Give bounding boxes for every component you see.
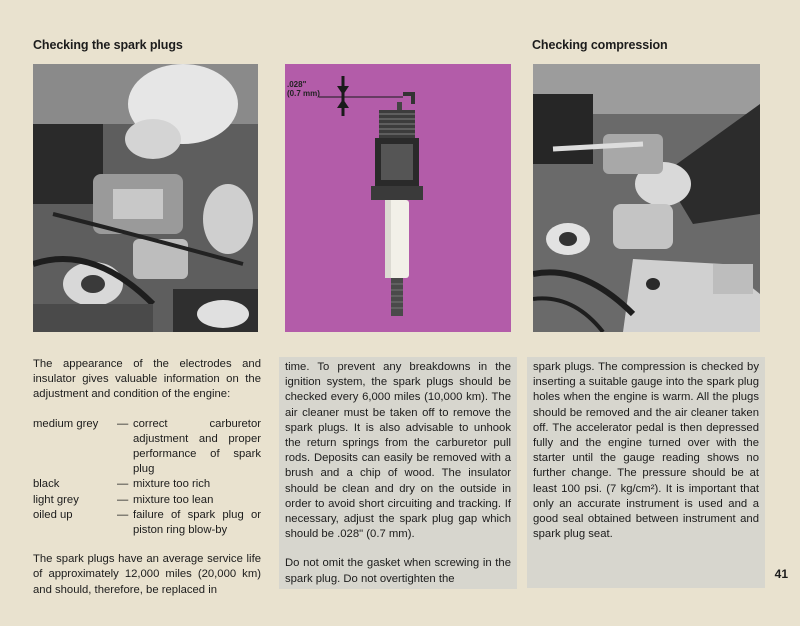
condition-term: medium grey (33, 417, 99, 430)
condition-desc: correct carburetor adjustment and proper performance of spark plug (133, 417, 261, 476)
col1-service-life: The spark plugs have an average service life of approximately 12,000 miles (20,000 km) and should, therefore, be replaced in (33, 553, 261, 596)
conditions-list (33, 417, 261, 539)
condition-desc: mixture too rich (133, 478, 211, 491)
condition-term: black (33, 478, 60, 491)
condition-desc: failure of spark plug or piston ring blow-by (133, 508, 261, 537)
condition-dash: — (117, 478, 129, 491)
engine-photo-spark-plug (33, 64, 258, 332)
condition-desc: mixture too lean (133, 493, 214, 506)
heading-spark-plugs: Checking the spark plugs (33, 38, 183, 52)
heading-compression: Checking compression (532, 38, 668, 52)
condition-term: light grey (33, 493, 79, 506)
col2-maintenance: time. To prevent any breakdowns in the ignition system, the spark plugs should be checked every 6,000 miles (10,000 km). The air cleaner must be taken off to remove the spark plugs. It is also advisable to unhook the return springs from the carburetor pull rods. Deposits can easily be removed with a brush and a chip of wood. The insulator should be clean and dry on the outside in order to avoid short circuiting and tracking. If necessary, adjust the spark plug gap which should be .028" (0.7 mm). (285, 361, 511, 541)
gap-label-inch: .028" (287, 80, 307, 89)
text-column-3 (527, 357, 765, 588)
spark-plug-diagram (285, 64, 511, 332)
condition-dash: — (117, 493, 129, 506)
col1-intro: The appearance of the electrodes and insulator gives valuable information on the adjustment and condition of the engine: (33, 358, 261, 401)
condition-dash: — (117, 417, 129, 430)
condition-dash: — (117, 508, 129, 521)
engine-photo-compression (533, 64, 760, 332)
text-column-2 (279, 357, 517, 589)
condition-term: oiled up (33, 508, 73, 521)
col2-gasket-note: Do not omit the gasket when screwing in the spark plug. Do not overtighten the (285, 557, 511, 585)
page-number: 41 (774, 567, 788, 581)
gap-measurement-label (287, 80, 320, 98)
gap-label-mm: (0.7 mm) (287, 89, 320, 98)
col3-compression: spark plugs. The compression is checked by inserting a suitable gauge into the spark plug holes when the engine is warm. All the plugs should be removed and the air cleaner taken off. The accelerator pedal is then depressed fully and the engine turned over with the starter until the gauge reading shows no further change. The pressure should be at least 100 psi. (7 kg/cm²). It is important that only an accurate instrument is used and a good seal obtained between instrument and spark plug seat. (533, 361, 759, 541)
text-column-1 (33, 357, 261, 612)
